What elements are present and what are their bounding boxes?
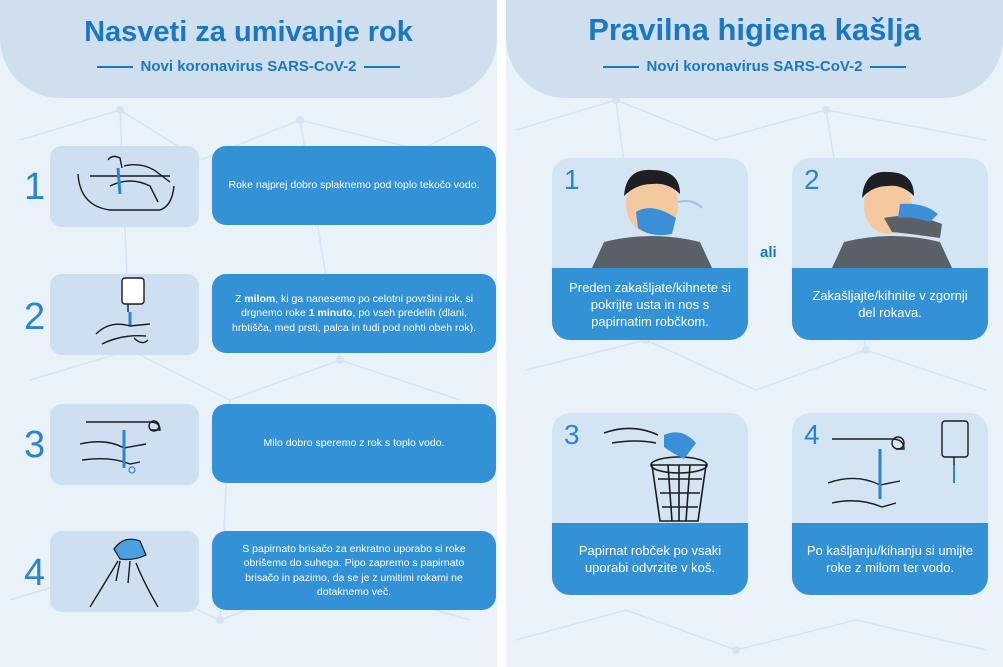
step-text: Roke najprej dobro splaknemo pod toplo tekočo vodo. xyxy=(228,179,480,192)
step-number: 3 xyxy=(24,424,46,466)
bold-text: 1 minuto xyxy=(308,307,353,320)
page-title: Nasveti za umivanje rok xyxy=(84,16,413,48)
step-instruction xyxy=(212,404,496,483)
subtitle-row xyxy=(0,58,497,75)
card-number: 1 xyxy=(564,164,580,195)
poster-header xyxy=(0,0,497,98)
bold-text: milom xyxy=(244,292,276,305)
text-fragment: , po vseh predelih (dlani, hrbtišča, med prsti, palca in tudi pod nohti obeh rok). xyxy=(232,307,476,334)
card-caption: Po kašljanju/kihanju si umijte roke z milom ter vodo. xyxy=(792,523,988,595)
page-title: Pravilna higiena kašlja xyxy=(588,12,921,47)
card-number: 3 xyxy=(564,419,580,450)
step-instruction xyxy=(212,274,496,353)
text-fragment: Z xyxy=(234,292,245,305)
cough-hygiene-poster xyxy=(506,0,1003,667)
subtitle-row xyxy=(506,58,1003,75)
sleeve-cough-illustration xyxy=(792,158,988,268)
step-text: Milo dobro speremo z rok s toplo vodo. xyxy=(263,437,445,450)
step-text: S papirnato brisačo za enkratno uporabo si roke obrišemo do suhega. Pipo zapremo s papirnato brisačo in pazimo, da se je z umitimi rokami ne dotaknemo več. xyxy=(242,542,466,598)
divider-line xyxy=(97,66,133,68)
step-instruction xyxy=(212,531,496,610)
cough-card xyxy=(552,158,748,340)
card-number: 4 xyxy=(804,419,820,450)
step-instruction xyxy=(212,146,496,225)
subtitle: Novi koronavirus SARS-CoV-2 xyxy=(646,58,863,75)
soap-hands-illustration xyxy=(50,274,199,355)
divider-line xyxy=(870,66,906,68)
text-fragment: , ki ga nanesemo po celotni površini rok, si drgnemo roke xyxy=(241,292,474,320)
card-caption: Preden zakašljate/kihnete si pokrijte usta in nos s papirnatim robčkom. xyxy=(552,268,748,340)
divider-line xyxy=(603,66,639,68)
or-label: ali xyxy=(760,244,777,261)
subtitle: Novi koronavirus SARS-CoV-2 xyxy=(140,58,357,75)
card-caption: Zakašljajte/kihnite v zgornji del rokava. xyxy=(792,268,988,340)
cough-card xyxy=(792,158,988,340)
step-number: 2 xyxy=(24,296,46,338)
card-number: 2 xyxy=(804,164,820,195)
step-number: 4 xyxy=(24,552,46,594)
step-text xyxy=(228,292,480,336)
tissue-bin-illustration xyxy=(552,413,748,523)
wash-hands-illustration xyxy=(792,413,988,523)
handwashing-poster xyxy=(0,0,497,667)
divider-line xyxy=(364,66,400,68)
step-number: 1 xyxy=(24,166,46,208)
cough-card xyxy=(792,413,988,595)
rinse-hands-illustration xyxy=(50,146,199,227)
dry-hands-illustration xyxy=(50,531,199,612)
cough-card xyxy=(552,413,748,595)
card-caption: Papirnat robček po vsaki uporabi odvrzite v koš. xyxy=(552,523,748,595)
rinse-soap-illustration xyxy=(50,404,199,485)
tissue-cough-illustration xyxy=(552,158,748,268)
